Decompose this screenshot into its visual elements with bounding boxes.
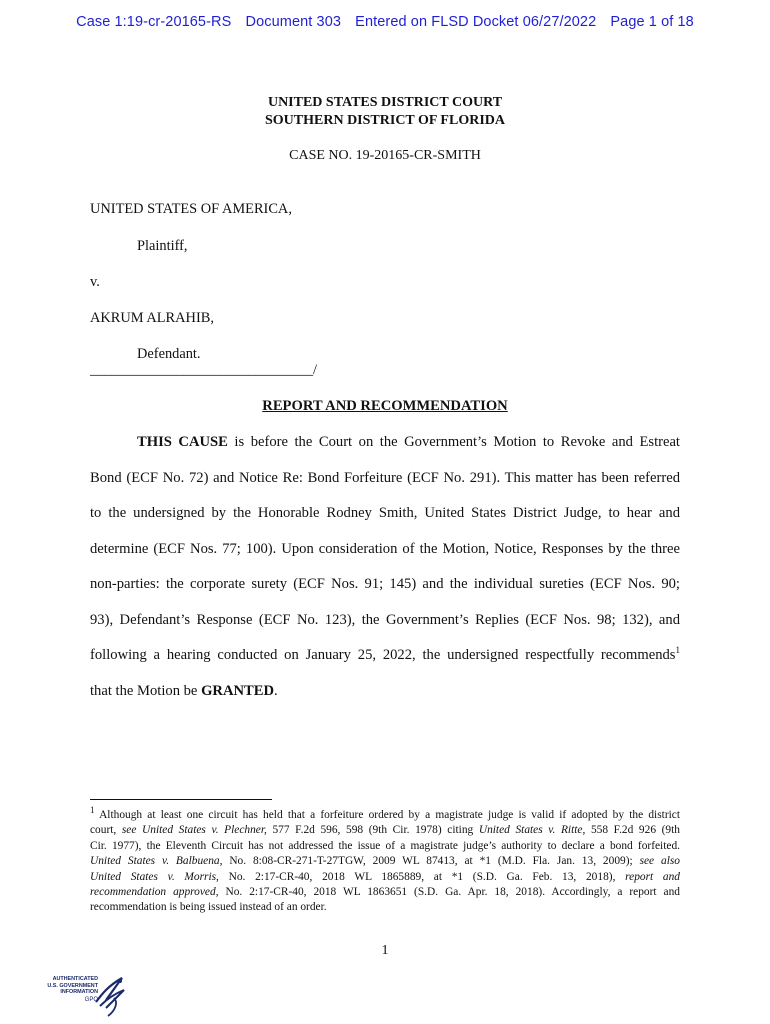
court-name-line2: SOUTHERN DISTRICT OF FLORIDA [265,113,505,128]
footnote-number: 1 [90,805,95,816]
body-line-3: to the undersigned by the Honorable Rodney Smith, United States District Judge, to hear and [90,505,680,521]
defendant-role: Defendant. [137,346,201,362]
body-line-8-text: that the Motion be [90,683,202,699]
case-number: CASE NO. 19-20165-CR-SMITH [289,148,481,163]
header-document-number: Document 303 [245,14,342,30]
eagle-emblem-icon [92,972,128,1018]
body-line-1-text: is before the Court on the Government’s Motion to Revoke and Estreat [227,434,680,450]
body-line-6: 93), Defendant’s Response (ECF No. 123), the Government’s Replies (ECF Nos. 98; 132), and [90,612,680,628]
footnote-line-5: United States v. Morris, No. 2:17-CR-40, 2018 WL 1865889, at *1 (S.D. Ga. Feb. 13, 2018), report and [90,870,680,883]
this-cause-lead: THIS CAUSE [137,434,228,450]
footnote [90,805,680,916]
footnote-line-2: court, see United States v. Plechner, 577 F.2d 596, 598 (9th Cir. 1978) citing United States v. Ritte, 558 F.2d 926 (9th [90,824,680,837]
docket-header [0,14,770,30]
footnote-line-3: Cir. 1977), the Eleventh Circuit has not addressed the issue of a magistrate judge’s authority to declare a bond forfeited. [90,839,680,852]
footnote-reference[interactable]: 1 [675,645,680,656]
versus-label: v. [90,274,100,290]
body-line-5: non-parties: the corporate surety (ECF Nos. 91; 145) and the individual sureties (ECF Nos. 90; [90,576,680,592]
seal-gpo: GPO [84,996,98,1003]
plaintiff-name: UNITED STATES OF AMERICA, [90,201,292,217]
footnote-line-4: United States v. Balbuena, No. 8:08-CR-271-T-27TGW, 2009 WL 87413, at *1 (M.D. Fla. Jan. 13, 2009); see also [90,855,680,868]
seal-line-2: U.S. GOVERNMENT [47,982,98,989]
gpo-authentication-seal [30,972,130,1018]
footnote-line-1: $^1$ Although at least one circuit has held that a forfeiture ordered by a magistrate judge is valid if adopted by the district [90,805,680,821]
caption-signature-line: _______________________________/ [90,362,318,378]
granted-word: GRANTED [201,683,275,699]
seal-line-1: AUTHENTICATED [52,976,98,982]
header-entered-date: Entered on FLSD Docket 06/27/2022 [355,14,597,30]
page-number: 1 [381,943,389,958]
body-line-7-text: following a hearing conducted on January 25, 2022, the undersigned respectfully recommends [90,647,676,663]
body-line-4: determine (ECF Nos. 77; 100). Upon consideration of the Motion, Notice, Responses by the three [90,541,680,557]
body-line-2: Bond (ECF No. 72) and Notice Re: Bond Forfeiture (ECF No. 291). This matter has been referred [90,470,680,486]
defendant-name: AKRUM ALRAHIB, [90,310,214,326]
document-title: REPORT AND RECOMMENDATION [262,398,508,414]
plaintiff-role: Plaintiff, [137,238,188,254]
court-name [0,94,770,130]
header-case-number: Case 1:19-cr-20165-RS [76,14,232,30]
court-name-line1: UNITED STATES DISTRICT COURT [267,95,503,110]
seal-line-3: INFORMATION [60,989,98,996]
body-line-7 [90,647,680,664]
seal-text [30,976,98,1003]
body-line-1 [90,434,680,451]
body-line-8-end: . [274,683,278,699]
footnote-line-7: recommendation is being issued instead of an order. [90,901,327,914]
footnote-line-6: recommendation approved, No. 2:17-CR-40, 2018 WL 1863651 (S.D. Ga. Apr. 18, 2018). Accordingly, a report and [90,886,680,899]
header-page-count: Page 1 of 18 [610,14,694,30]
footnote-divider [90,799,272,800]
body-line-8 [90,683,680,700]
